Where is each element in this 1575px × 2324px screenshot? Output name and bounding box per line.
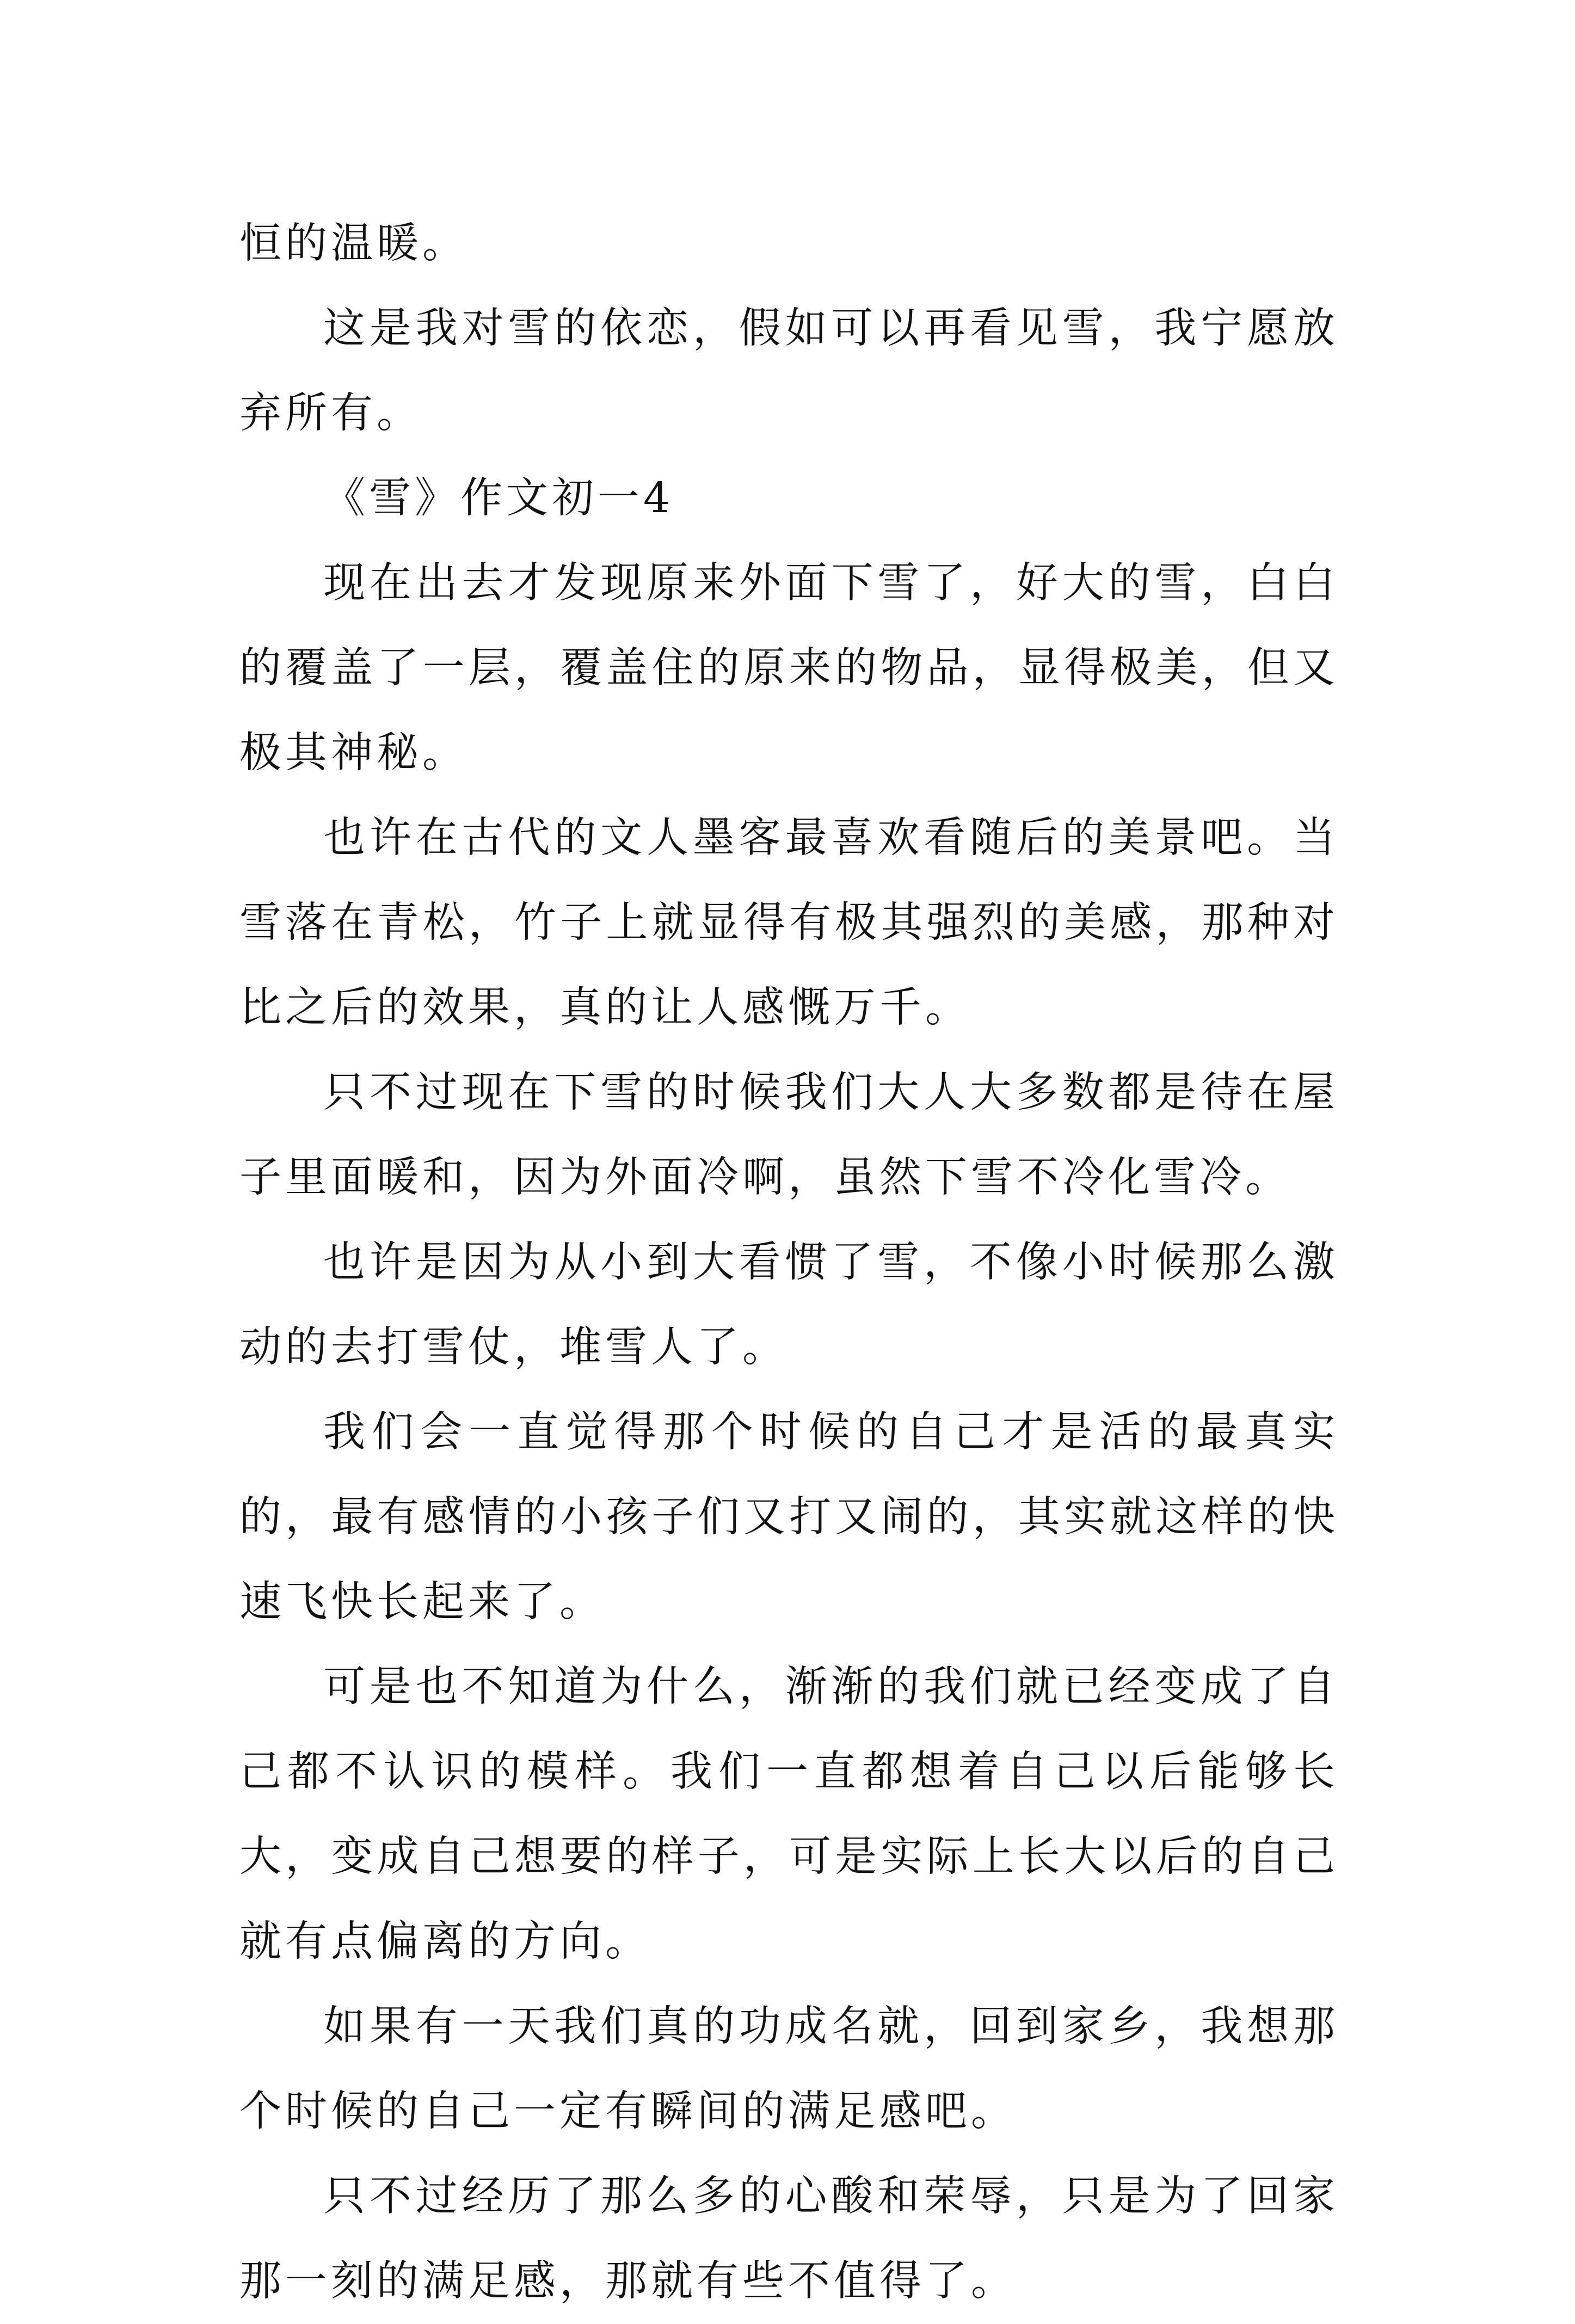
paragraph: 也许是因为从小到大看惯了雪，不像小时候那么激动的去打雪仗，堆雪人了。 bbox=[239, 1238, 1339, 1372]
paragraph: 现在出去才发现原来外面下雪了，好大的雪，白白的覆盖了一层，覆盖住的原来的物品，显得极美，但又极其神秘。 bbox=[239, 559, 1339, 777]
paragraph-continuation: 恒的温暖。 bbox=[239, 219, 468, 268]
paragraph: 也许在古代的文人墨客最喜欢看随后的美景吧。当雪落在青松，竹子上就显得有极其强烈的美感，那种对比之后的效果，真的让人感慨万千。 bbox=[239, 814, 1339, 1032]
section-heading: 《雪》作文初一4 bbox=[323, 474, 674, 522]
paragraph: 只不过现在下雪的时候我们大人大多数都是待在屋子里面暖和，因为外面冷啊，虽然下雪不冷化雪冷。 bbox=[239, 1068, 1339, 1202]
paragraph: 只不过经历了那么多的心酸和荣辱，只是为了回家那一刻的满足感，那就有些不值得了。 bbox=[239, 2172, 1339, 2305]
paragraph: 我们会一直觉得那个时候的自己才是活的最真实的，最有感情的小孩子们又打又闹的，其实就这样的快速飞快长起来了。 bbox=[239, 1408, 1339, 1626]
document-body bbox=[239, 201, 1339, 2324]
paragraph: 这是我对雪的依恋，假如可以再看见雪，我宁愿放弃所有。 bbox=[239, 304, 1339, 438]
paragraph: 可是也不知道为什么，渐渐的我们就已经变成了自己都不认识的模样。我们一直都想着自己以后能够长大，变成自己想要的样子，可是实际上长大以后的自己就有点偏离的方向。 bbox=[239, 1663, 1339, 1966]
paragraph: 如果有一天我们真的功成名就，回到家乡，我想那个时候的自己一定有瞬间的满足感吧。 bbox=[239, 2002, 1339, 2136]
